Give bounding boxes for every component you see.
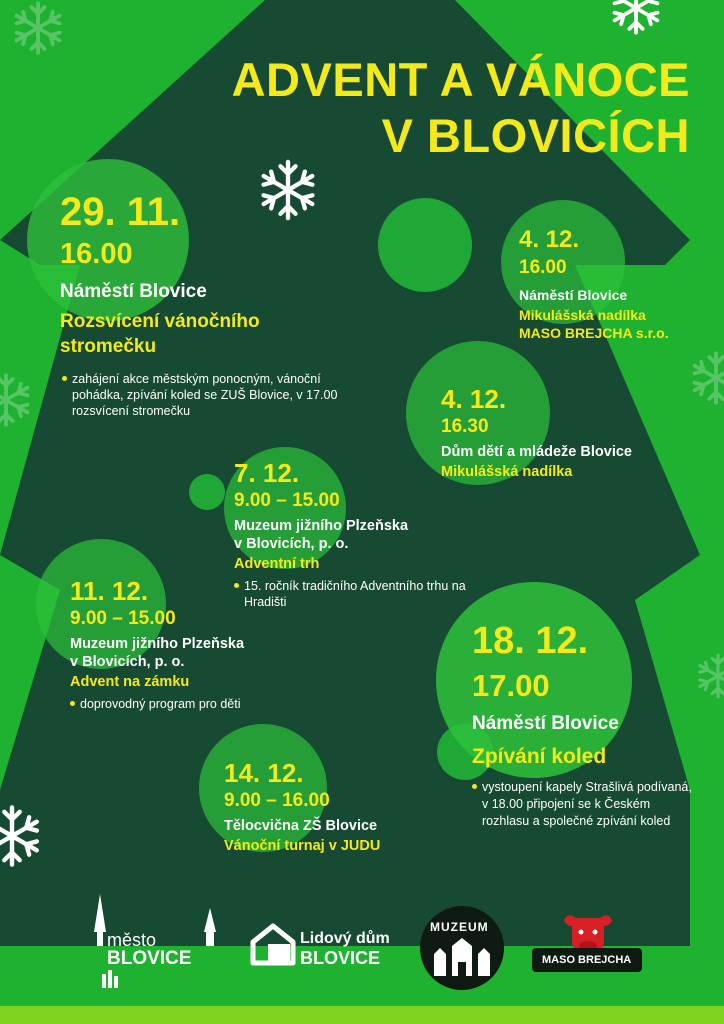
maso-brejcha-text: MASO BREJCHA [542, 954, 632, 966]
muzeum-logo-text: MUZEUM [430, 920, 489, 934]
lidovy-dum-line1: Lidový dům [300, 930, 390, 947]
event-note: zahájení akce městským ponocným, vánoční pohádka, zpívání koled se ZUŠ Blovice, v 17.00 rozsvícení stromečku [62, 371, 342, 419]
circle-decoration [378, 198, 472, 292]
event-title: Adventní trh [234, 556, 320, 572]
event-title: Mikulášská nadílka [519, 307, 646, 323]
title-line-2: V BLOVICÍCH [381, 109, 690, 162]
castle-icon [430, 938, 494, 978]
event-time: 16.00 [60, 238, 133, 270]
event-place: Muzeum jižního Plzeňska [70, 636, 245, 652]
event-14-12 [224, 760, 454, 854]
event-place: Náměstí Blovice [519, 287, 628, 303]
event-18-12 [472, 622, 712, 830]
event-date: 18. 12. [472, 620, 589, 662]
event-title: Rozsvícení vánočního stromečku [60, 311, 260, 357]
house-icon [250, 922, 296, 966]
event-title: Mikulášská nadílka [441, 464, 573, 480]
event-date: 11. 12. [70, 576, 149, 606]
event-time: 9.00 – 15.00 [234, 490, 340, 511]
event-place-line2: v Blovicích, p. o. [70, 654, 185, 670]
event-place-line2: v Blovicích, p. o. [234, 536, 349, 552]
event-place: Dům dětí a mládeže Blovice [441, 444, 632, 460]
maso-brejcha-banner [532, 948, 642, 972]
event-4-12-a [519, 228, 719, 341]
event-place: Náměstí Blovice [472, 713, 619, 734]
muzeum-logo [420, 906, 504, 990]
event-time: 16.30 [441, 416, 489, 437]
event-date: 4. 12. [441, 384, 507, 414]
mesto-blovice-line2: BLOVICE [107, 948, 192, 969]
mesto-blovice-line1: město [107, 930, 157, 950]
event-place: Tělocvična ZŠ Blovice [224, 818, 378, 834]
event-title: Zpívání koled [472, 745, 607, 768]
event-29-11 [60, 192, 350, 419]
event-date: 29. 11. [60, 190, 181, 234]
event-time: 9.00 – 15.00 [70, 608, 176, 629]
event-place: Muzeum jižního Plzeňska [234, 518, 409, 534]
event-place: Náměstí Blovice [60, 281, 207, 302]
footer-logos [0, 920, 724, 1024]
event-date: 4. 12. [519, 226, 580, 253]
event-time: 17.00 [472, 668, 550, 703]
event-note: 15. ročník tradičního Adventního trhu na Hradišti [234, 578, 484, 610]
event-date: 14. 12. [224, 758, 304, 788]
event-note: vystoupení kapely Strašlivá podívaná, v 18.00 připojení se k Českém rozhlasu a společné zpívání koled [472, 779, 694, 830]
event-time: 9.00 – 16.00 [224, 790, 330, 811]
event-note: doprovodný program pro děti [70, 696, 320, 712]
event-time: 16.00 [519, 257, 567, 278]
page-title [232, 52, 690, 164]
event-title: Vánoční turnaj v JUDU [224, 838, 381, 854]
lidovy-dum-line2: BLOVICE [300, 948, 381, 968]
title-line-1: ADVENT A VÁNOCE [231, 53, 690, 106]
event-title: Advent na zámku [70, 674, 190, 690]
circle-decoration [189, 474, 225, 510]
event-date: 7. 12. [234, 458, 300, 488]
event-11-12 [70, 578, 330, 712]
event-title-organizer: MASO BREJCHA s.r.o. [519, 325, 669, 341]
